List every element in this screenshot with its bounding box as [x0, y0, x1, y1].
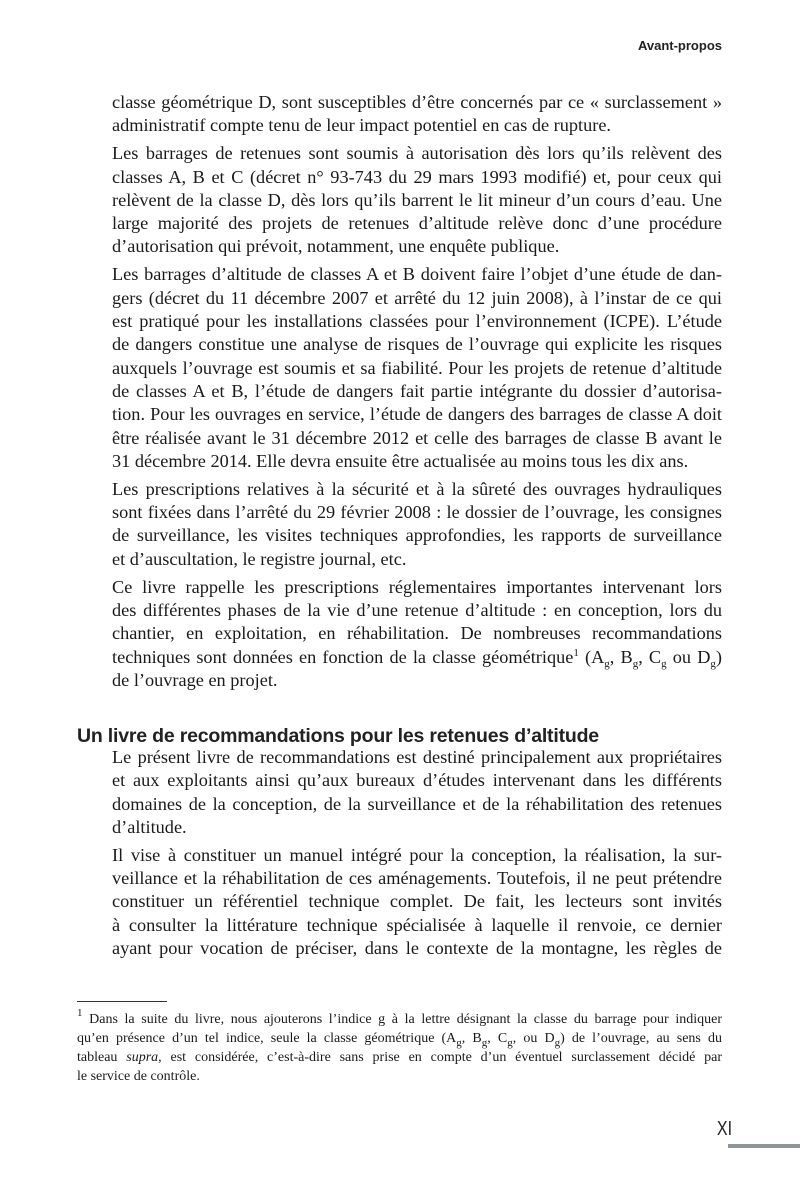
text-line: [112, 287, 722, 310]
text-segment: , C: [638, 646, 662, 667]
text-line: [112, 403, 722, 426]
footnote-ref: 1: [573, 646, 579, 659]
text-segment: g: [554, 1037, 561, 1049]
text-segment: classes A, B et C (décret n° 93-743 du 29 mars 1993 modifié) et, pour ceux qui: [112, 166, 722, 187]
intro-text: [112, 91, 722, 697]
text-segment: (A: [578, 646, 605, 667]
text-segment: g: [481, 1037, 488, 1049]
text-line: [112, 357, 722, 380]
text-segment: Le présent livre de recommandations est destiné principalement aux propriétaires: [112, 747, 722, 767]
text-segment: g: [507, 1037, 513, 1049]
text-line: [112, 114, 722, 137]
text-segment: g: [604, 657, 610, 670]
text-segment: à consulter la littérature technique spécialisée à laquelle il renvoie, ce dernier: [112, 914, 722, 935]
text-line: [112, 142, 722, 165]
text-line: [77, 1048, 722, 1067]
running-header: Avant-propos: [637, 38, 722, 53]
footnote: [77, 1007, 723, 1091]
text-line: [112, 599, 722, 622]
text-segment: Les barrages de retenues sont soumis à autorisation dès lors qu’ils relèvent des: [112, 143, 722, 164]
text-segment: de dangers constitue une analyse de risques de l’ouvrage qui explicite les risques: [112, 334, 722, 355]
text-segment: g: [456, 1037, 462, 1049]
text-segment: ): [715, 646, 723, 667]
text-segment: veillance et la réhabilitation de ces aménagements. Toutefois, il ne peut prétendre: [112, 868, 722, 889]
section-heading: Un livre de recommandations pour les retenues d’altitude: [77, 725, 599, 747]
text-line: [112, 427, 722, 450]
text-segment: est pratiqué pour les installations classées pour l’environnement (ICPE). L’étude: [112, 311, 722, 332]
text-segment: tion. Pour les ouvrages en service, l’étude de dangers des barrages de classe A doit: [112, 404, 722, 425]
text-segment: et aux exploitants ainsi qu’aux bureaux d’études intervenant dans les différents: [112, 770, 722, 791]
text-line: [112, 212, 722, 235]
text-segment: , B: [461, 1031, 482, 1046]
text-line: [112, 380, 722, 403]
text-line: [77, 1067, 722, 1086]
text-segment: supra: [126, 1050, 159, 1065]
text-line: [112, 890, 722, 913]
text-segment: , C: [487, 1031, 508, 1046]
paragraph: [112, 142, 722, 258]
text-line: [112, 937, 722, 960]
footnote-ref: 1: [77, 1007, 83, 1019]
text-segment: domaines de la conception, de la surveillance et de la réhabilitation des retenues: [112, 793, 722, 814]
text-line: [112, 914, 722, 937]
text-segment: d’autorisation qui prévoit, notamment, une enquête publique.: [112, 236, 560, 257]
text-segment: être réalisée avant le 31 décembre 2012 et celle des barrages de classe B avant le: [112, 427, 722, 448]
text-line: [112, 622, 722, 645]
text-line: [112, 450, 722, 473]
text-line: [112, 793, 722, 816]
text-segment: relèvent de la classe D, dès lors qu’ils barrent le lit mineur d’un cours d’eau. Une: [112, 189, 722, 210]
text-line: [112, 263, 722, 286]
text-line: [112, 576, 722, 599]
text-segment: auxquels l’ouvrage est soumis et sa fiabilité. Pour les projets de retenue d’altitude: [112, 357, 722, 378]
text-segment: gers (décret du 11 décembre 2007 et arrêté du 12 juin 2008), à l’instar de ce qui: [112, 287, 722, 308]
paragraph: [112, 746, 722, 839]
text-segment: 31 décembre 2014. Elle devra ensuite être actualisée au moins tous les dix ans.: [112, 450, 689, 471]
paragraph: [112, 844, 722, 960]
text-segment: , ou D: [512, 1031, 555, 1046]
text-line: [112, 844, 722, 867]
text-segment: , B: [609, 646, 633, 667]
text-line: [112, 310, 722, 333]
text-line: [112, 867, 722, 890]
paragraph: [112, 263, 722, 473]
text-segment: Les barrages d’altitude de classes A et B doivent faire l’objet d’une étude de dan-: [112, 264, 722, 285]
footnote-separator: [77, 1001, 167, 1002]
paragraph: [77, 1007, 723, 1086]
text-segment: large majorité des projets de retenues d’altitude relève donc d’une procédure: [112, 213, 722, 234]
text-line: [112, 746, 722, 769]
text-segment: g: [661, 657, 667, 670]
text-line: [112, 669, 722, 692]
text-segment: Il vise à constituer un manuel intégré pour la conception, la réalisation, la sur-: [112, 844, 722, 865]
paragraph: [112, 576, 722, 692]
text-line: [112, 333, 722, 356]
text-line: [112, 548, 722, 571]
text-segment: g: [632, 657, 639, 670]
text-segment: ayant pour vocation de préciser, dans le contexte de la montagne, les règles de: [112, 938, 722, 959]
text-line: [112, 189, 722, 212]
text-segment: techniques sont données en fonction de la classe géométrique: [112, 646, 574, 667]
paragraph: [112, 91, 722, 138]
text-line: [77, 1007, 722, 1029]
text-segment: Dans la suite du livre, nous ajouterons l’indice g à la lettre désignant la classe du barrage pour indiquer: [82, 1012, 722, 1027]
text-segment: ) de l’ouvrage, au sens du: [560, 1031, 723, 1046]
text-segment: g: [710, 657, 716, 670]
text-segment: de l’ouvrage en projet.: [112, 669, 278, 690]
text-segment: le service de contrôle.: [77, 1069, 200, 1084]
paragraph: [112, 478, 722, 571]
text-line: [112, 235, 722, 258]
text-segment: sont fixées dans l’arrêté du 29 février 2008 : le dossier de l’ouvrage, les consignes: [112, 502, 722, 523]
text-segment: constituer un référentiel technique complet. De fait, les lecteurs sont invités: [112, 891, 722, 912]
text-segment: administratif compte tenu de leur impact potentiel en cas de rupture.: [112, 115, 612, 136]
page-number: XI: [716, 1118, 733, 1140]
text-line: [112, 769, 722, 792]
text-line: [112, 91, 722, 114]
text-line: [112, 166, 722, 189]
text-segment: de classes A et B, l’étude de dangers fait partie intégrante du dossier d’autorisa-: [112, 380, 722, 401]
text-segment: Ce livre rappelle les prescriptions réglementaires importantes intervenant lors: [112, 576, 722, 597]
text-segment: de surveillance, les visites techniques approfondies, les rapports de surveillance: [112, 525, 722, 546]
text-line: [112, 816, 722, 839]
page-number-bar: [728, 1144, 800, 1148]
text-line: [112, 646, 722, 669]
text-segment: qu’en présence d’un tel indice, seule la classe géométrique (A: [77, 1031, 457, 1046]
text-line: [112, 501, 722, 524]
text-line: [77, 1029, 722, 1048]
text-segment: , est considérée, c’est-à-dire sans prise en compte d’un éventuel surclassement décidé par: [158, 1050, 722, 1065]
text-segment: Les prescriptions relatives à la sécurité et à la sûreté des ouvrages hydrauliques: [112, 478, 722, 499]
text-segment: chantier, en exploitation, en réhabilitation. De nombreuses recommandations: [112, 623, 722, 644]
text-line: [112, 478, 722, 501]
text-line: [112, 524, 722, 547]
text-segment: des différentes phases de la vie d’une retenue d’altitude : en conception, lors du: [112, 599, 722, 620]
section-text: [112, 746, 722, 965]
text-segment: classe géométrique D, sont susceptibles d’être concernés par ce « surclassement »: [112, 92, 722, 112]
text-segment: tableau: [77, 1050, 127, 1065]
text-segment: d’altitude.: [112, 816, 187, 837]
text-segment: ou D: [666, 646, 711, 667]
text-segment: et d’auscultation, le registre journal, etc.: [112, 548, 407, 569]
